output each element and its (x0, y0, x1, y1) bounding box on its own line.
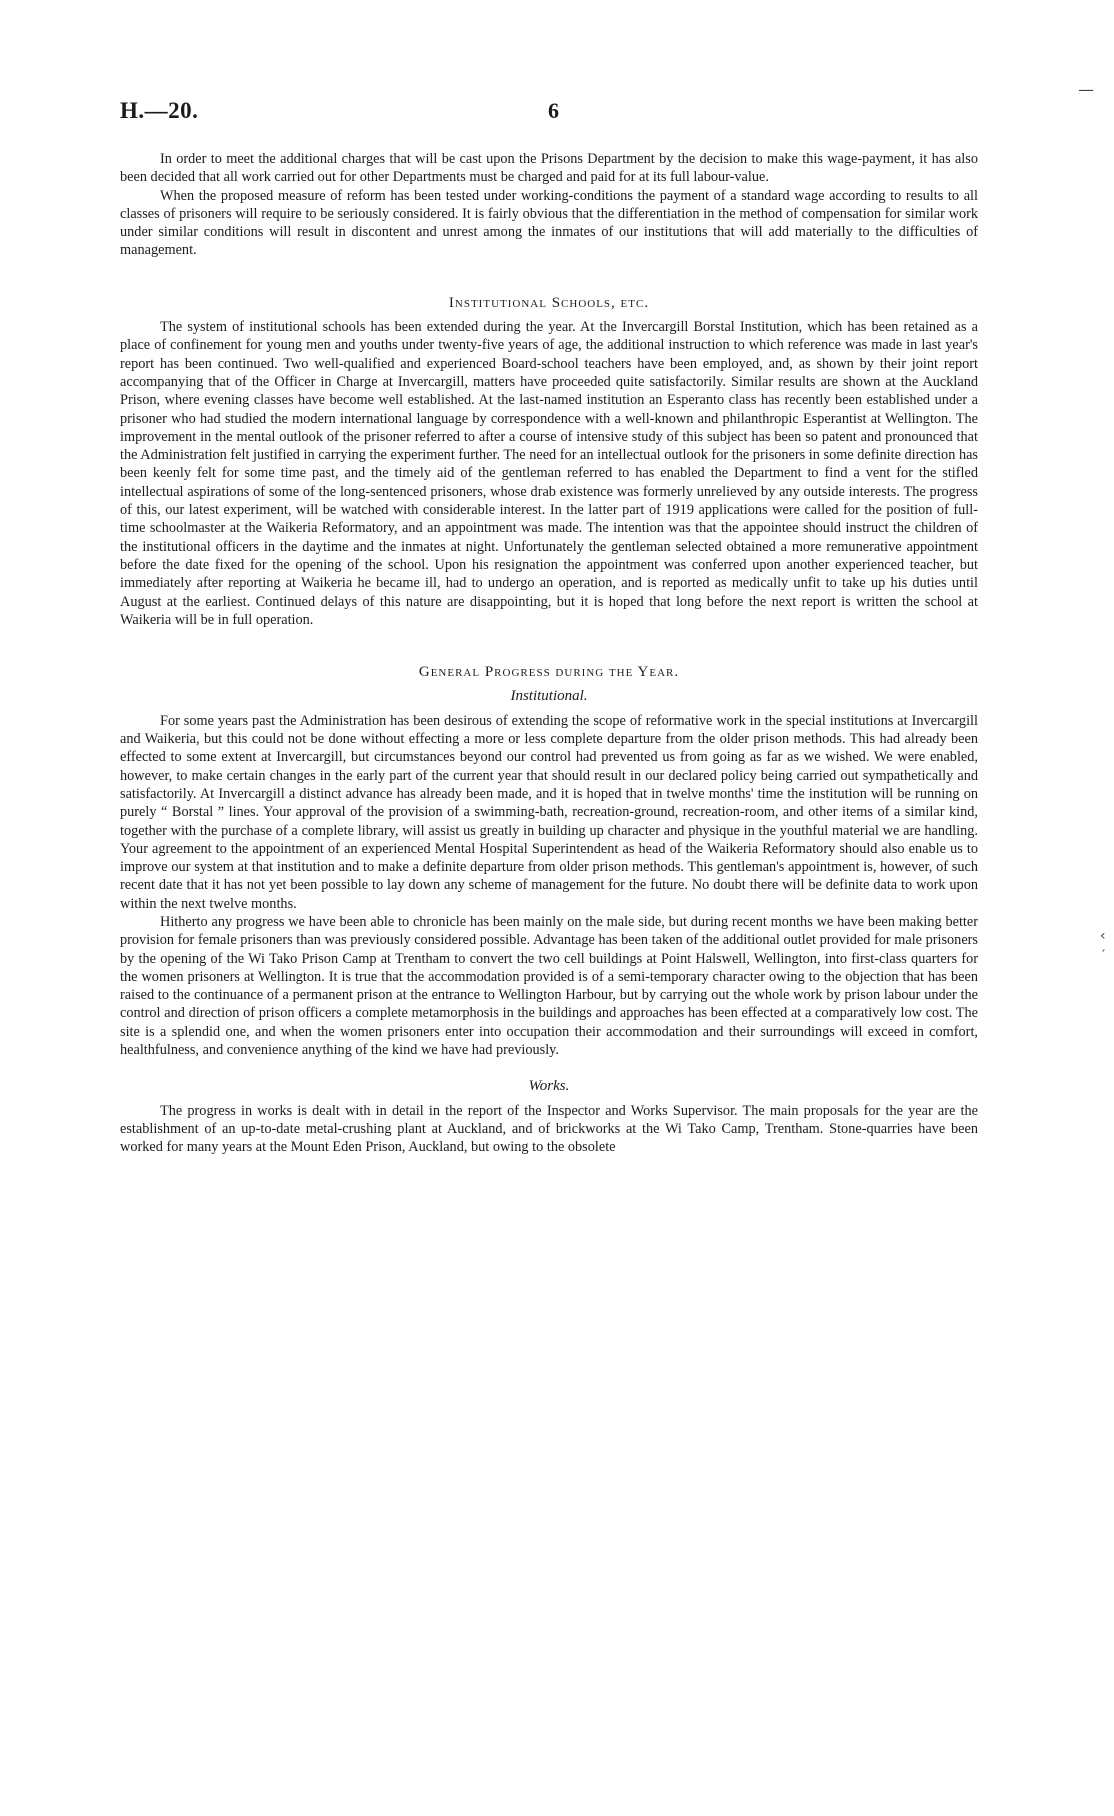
heading-general-progress: General Progress during the Year. (418, 664, 680, 681)
paragraph-standard-wage: When the proposed measure of reform has been tested under working-conditions the payment of a standard wage according to results to all classes of prisoners will require to be seriously considered. It is fairly obvious that the differentiation in the method of compensation for similar work under similar conditions will result in discontent and unrest among the inmates of our institutions that will add materially to the difficulties of management. (120, 187, 978, 259)
paragraph-reformative-work: For some years past the Administration has been desirous of extending the scope of reformative work in the special institutions at Invercargill and Waikeria, but this could not be done without effecting a more or less complete departure from the older prison methods. This had already been effected to some extent at Invercargill, but circumstances beyond our control had prevented us from going as far as we wished. We were enabled, however, to make certain changes in the early part of the current year that should result in our declared policy being carried out sympathetically and satisfactorily. At Invercargill a distinct advance has already been made, and it is hoped that in twelve months' time the institution will be running on purely “ Borstal ” lines. Your approval of the provision of a swimming-bath, recreation-ground, recreation-room, and other items of a similar kind, together with the purchase of a complete library, will assist us greatly in building up character and physique in the youthful material we are handling. Your agreement to the appointment of an experienced Mental Hospital Superintendent as head of the Waikeria Reformatory should also enable us to improve our system at that institution and to make a definite departure from older prison methods. This gentleman's appointment is, however, of such recent date that it has not yet been possible to lay down any scheme of management for the future. No doubt there will be definite data to work upon within the next twelve months. (120, 712, 978, 912)
page-header (120, 98, 980, 132)
margin-mark-middle-2: ′ (1102, 948, 1106, 964)
subheading-institutional: Institutional. (510, 688, 588, 705)
subheading-works: Works. (528, 1078, 570, 1095)
paragraph-wage-charges: In order to meet the additional charges that will be cast upon the Prisons Department by the decision to make this wage-payment, it has also been decided that all work carried out for other Departments must be charged and paid for at its full labour-value. (120, 151, 978, 186)
heading-institutional-schools: Institutional Schools, etc. (448, 294, 650, 311)
paragraph-female-prisoners: Hitherto any progress we have been able to chronicle has been mainly on the male side, but during recent months we have been making better provision for female prisoners than was previously considered possible. Advantage has been taken of the additional outlet provided for male prisoners by the opening of the Wi Tako Prison Camp at Trentham to convert the two cell buildings at Point Halswell, Wellington, into first-class quarters for the women prisoners at Wellington. It is true that the accommodation provided is of a semi-temporary character owing to the objection that has been raised to the continuance of a permanent prison at the entrance to Wellington Harbour, but by carrying out the whole work by prison labour under the control and direction of prison officers a complete metamorphosis in the buildings and approaches has been effected at a comparatively low cost. The site is a splendid one, and when the women prisoners enter into occupation their accommodation and their surroundings will exceed in comfort, healthfulness, and convenience anything of the kind we have had previously. (120, 913, 978, 1059)
paragraph-institutional-schools: The system of institutional schools has been extended during the year. At the Invercargill Borstal Institution, which has been retained as a place of confinement for young men and youths under twenty-five years of age, the additional instruction to which reference was made in last year's report has been continued. Two well-qualified and experienced Board-school teachers have been employed, and, as shown by their joint report accompanying that of the Officer in Charge at Invercargill, matters have proceeded quite satisfactorily. Similar results are shown at the Auckland Prison, where evening classes have become well established. At the last-named institution an Esperanto class has recently been established under a prisoner who had studied the modern international language by correspondence with a well-known and philanthropic Esperantist at Wellington. The improvement in the mental outlook of the prisoner referred to after a course of intensive study of this subject has been so patent and pronounced that the Administration felt justified in carrying the experiment further. The need for an intellectual outlook for the prisoners in some definite direction has been keenly felt for some time past, and the timely aid of the gentleman referred to has enabled the Department to find a vent for the stifled intellectual aspirations of some of the long-sentenced prisoners, whose drab existence was formerly unrelieved by any outside interests. The progress of this, our latest experiment, will be watched with considerable interest. In the latter part of 1919 applications were called for the position of full-time schoolmaster at the Waikeria Reformatory, and an appointment was made. The intention was that the appointee should instruct the children of the institutional officers in the daytime and the inmates at night. Unfortunately the gentleman selected obtained a more remunerative appointment before the date fixed for the opening of the school. Upon his resignation the appointment was conferred upon another experienced teacher, but immediately after reporting at Waikeria he became ill, had to undergo an operation, and is reported as medically unfit to take up his duties until August at the earliest. Continued delays of this nature are disappointing, but it is hoped that long before the next report is written the school at Waikeria will be in full operation. (120, 319, 978, 628)
document-reference: H.—20. (120, 98, 199, 123)
margin-mark-middle: ‹ (1100, 928, 1106, 944)
page-body (120, 150, 978, 1157)
paragraph-works: The progress in works is dealt with in detail in the report of the Inspector and Works Supervisor. The main proposals for the year are the establishment of an up-to-date metal-crushing plant at Auckland, and of brickworks at the Wi Tako Camp, Trentham. Stone-quarries have been worked for many years at the Mount Eden Prison, Auckland, but owing to the obsolete (120, 1102, 978, 1156)
margin-mark-top: — (1078, 80, 1094, 99)
page-number: 6 (548, 98, 559, 123)
